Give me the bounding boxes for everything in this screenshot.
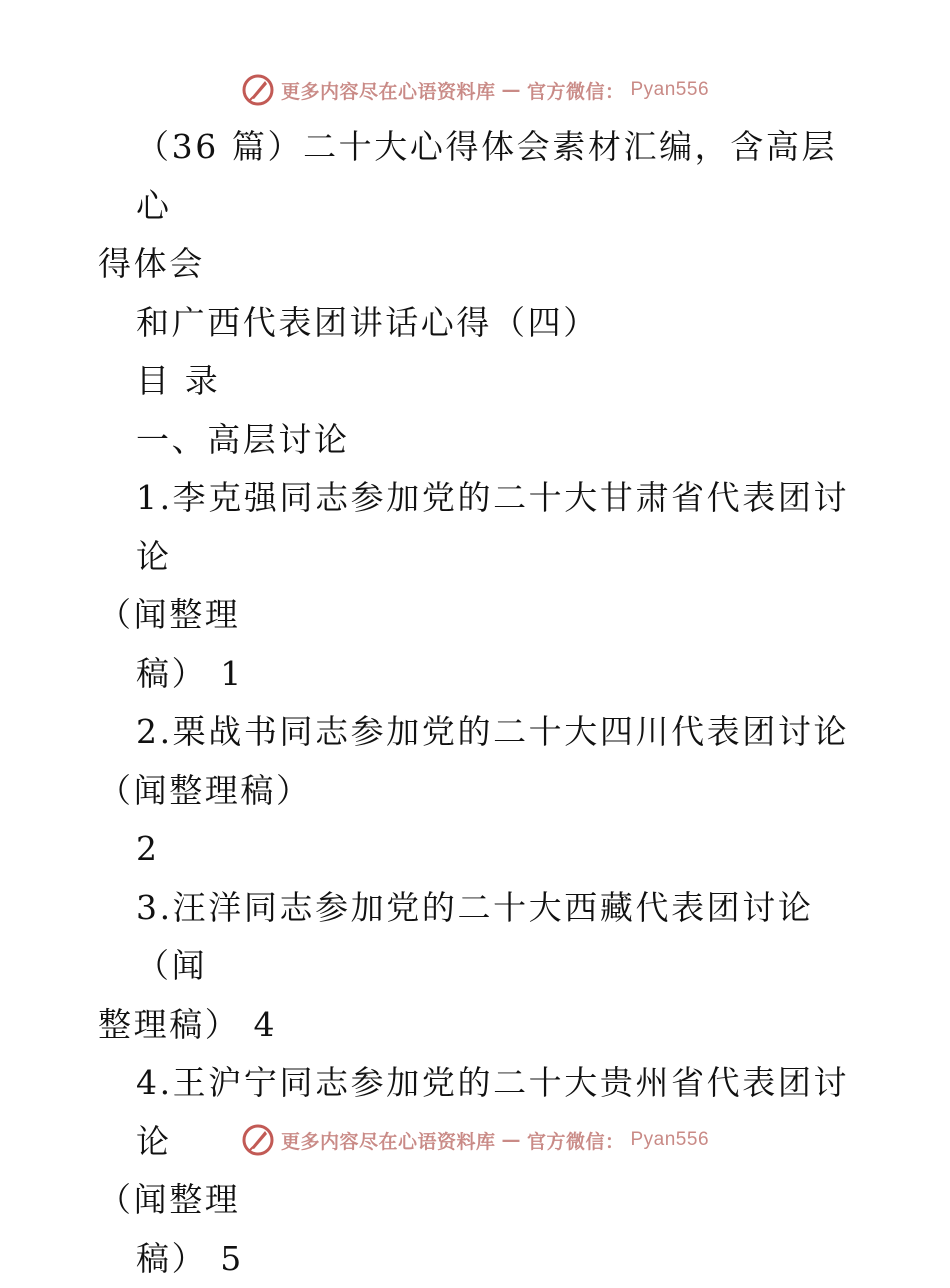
document-line: （36 篇）二十大心得体会素材汇编，含高层心	[98, 118, 858, 235]
document-line: 目 录	[98, 352, 858, 411]
document-line: 稿） 5	[98, 1230, 858, 1288]
document-line: 得体会	[98, 235, 858, 294]
quill-logo-icon	[241, 1123, 275, 1157]
document-line: 2.栗战书同志参加党的二十大四川代表团讨论	[98, 703, 858, 762]
document-body	[98, 118, 858, 1288]
document-line: 和广西代表团讲话心得（四）	[98, 294, 858, 353]
document-line: 稿） 1	[98, 645, 858, 704]
header-watermark	[0, 70, 950, 110]
document-line: 2	[98, 820, 858, 879]
quill-logo-icon	[241, 73, 275, 107]
watermark-separator: —	[501, 79, 521, 101]
document-line: （闻整理	[98, 586, 858, 645]
watermark-id: Pyan556	[631, 79, 710, 101]
document-line: （闻整理	[98, 1171, 858, 1230]
watermark-id: Pyan556	[631, 1129, 710, 1151]
watermark-contact: 官方微信：	[527, 77, 625, 104]
document-line: （闻整理稿）	[98, 762, 858, 821]
watermark-separator: —	[501, 1129, 521, 1151]
document-line: 4.王沪宁同志参加党的二十大贵州省代表团讨论	[98, 1054, 858, 1171]
watermark-text: 更多内容尽在心语资料库	[281, 77, 496, 104]
document-line: 一、高层讨论	[98, 411, 858, 470]
watermark-text: 更多内容尽在心语资料库	[281, 1127, 496, 1154]
watermark-contact: 官方微信：	[527, 1127, 625, 1154]
document-line: 1.李克强同志参加党的二十大甘肃省代表团讨论	[98, 469, 858, 586]
footer-watermark	[0, 1120, 950, 1160]
document-line: 整理稿） 4	[98, 996, 858, 1055]
document-line: 3.汪洋同志参加党的二十大西藏代表团讨论（闻	[98, 879, 858, 996]
